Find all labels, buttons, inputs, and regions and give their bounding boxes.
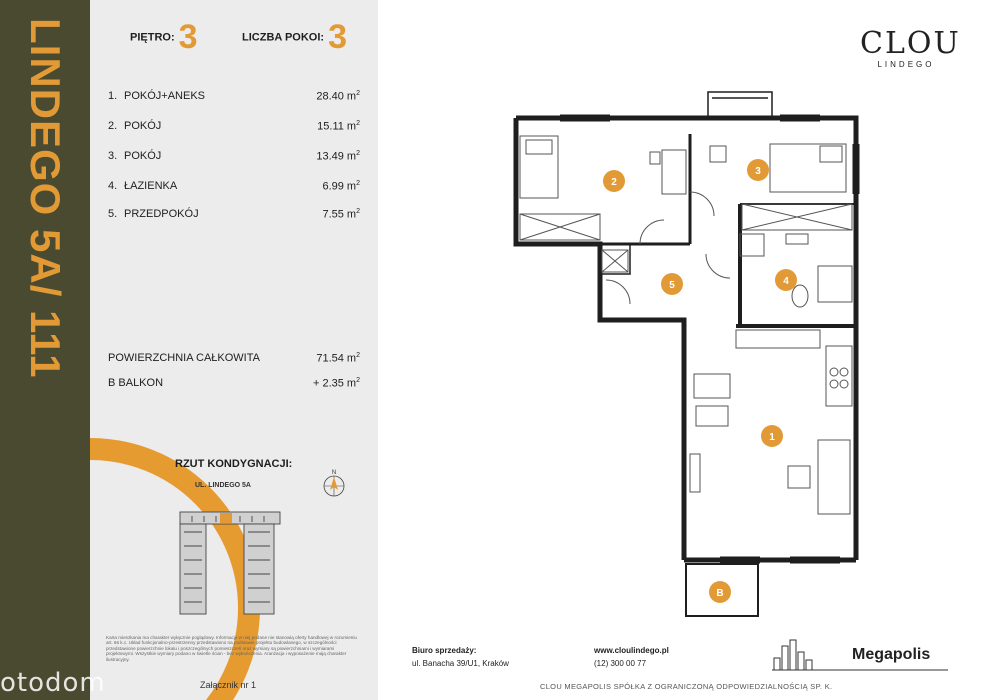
room-row [108, 150, 360, 163]
room-name: PRZEDPOKÓJ [124, 208, 199, 220]
brand-name: Megapolis [852, 646, 931, 663]
building-keyplan [172, 502, 292, 622]
rooms-count-label: LICZBA POKOI: [242, 31, 325, 44]
annex-label: Załącznik nr 1 [200, 680, 257, 690]
room-row [108, 208, 360, 221]
room-label-balcony: B [716, 588, 724, 599]
brand-logo [860, 26, 961, 69]
website-link[interactable]: www.cloulindego.pl [594, 646, 669, 655]
keyplan-street: UL. LINDEGO 5A [194, 482, 251, 489]
room-label-4: 4 [783, 276, 789, 287]
floor-info [130, 18, 198, 57]
room-number: 5. [108, 208, 118, 220]
contact-info [594, 644, 669, 670]
apartment-title: LINDEGO 5A/ 111 [22, 18, 69, 379]
room-number: 4. [108, 180, 118, 192]
office-title: Biuro sprzedaży: [412, 646, 477, 655]
balcony-label: B BALKON [108, 377, 164, 389]
compass-north-label: N [331, 470, 337, 476]
disclaimer-text: Karta mieszkania ma charakter wyłącznie poglądowy. Informacje w niej podane nie stanowią oferty handlowej w rozumieniu art. 66 k.c. Układ funkcjonalno-przestrzenny przedstawiono na podstawie projektu budowlanego, w szczególności przedstawione powierzchnie lokalu i poszczególnych pomieszczeń oraz wymiary są powierzchniami i wymiarami projektowymi. Wszystkie wymiary podano w świetle ścian - bez wykończenia. Aranżacja i wyposażenie mają charakter ilustracyjny. [106, 635, 357, 662]
watermark: otodom [0, 668, 106, 698]
keyplan-title: RZUT KONDYGNACJI: [175, 458, 293, 470]
room-label-3: 3 [755, 166, 761, 177]
room-area: 15.11 $m^2$ [317, 120, 360, 133]
rooms-count-value: 3 [328, 18, 348, 56]
balcony-row [108, 377, 360, 390]
room-row [108, 120, 360, 133]
apartment-location-marker [220, 513, 232, 523]
room-number: 2. [108, 120, 118, 132]
total-area-value: 71.54 $m^2$ [316, 352, 360, 365]
company-name: CLOU MEGAPOLIS SPÓŁKA Z OGRANICZONĄ ODPOWIEDZIALNOŚCIĄ SP. K. [540, 682, 833, 691]
sidebar-band [0, 0, 90, 700]
room-area: 28.40 $m^2$ [316, 90, 360, 103]
balcony-value: + 2.35 $m^2$ [312, 377, 360, 390]
compass-icon [319, 468, 349, 498]
room-name: POKÓJ [124, 120, 162, 132]
room-area: 13.49 $m^2$ [316, 150, 360, 163]
room-area: 6.99 $m^2$ [322, 180, 360, 193]
room-number: 3. [108, 150, 118, 162]
room-name: POKÓJ+ANEKS [124, 90, 206, 102]
rooms-count-info [242, 18, 347, 57]
room-row [108, 90, 360, 103]
office-address: ul. Banacha 39/U1, Kraków [412, 659, 509, 668]
total-area-label: POWIERZCHNIA CAŁKOWITA [108, 352, 260, 364]
room-label-1: 1 [769, 432, 775, 443]
total-area-row [108, 352, 360, 365]
room-area: 7.55 $m^2$ [322, 208, 360, 221]
room-name: ŁAZIENKA [124, 180, 178, 192]
floor-plan [500, 84, 870, 624]
logo-sub-text: LINDEGO [877, 60, 935, 69]
room-label-2: 2 [611, 177, 617, 188]
floor-value: 3 [178, 18, 198, 56]
room-row [108, 180, 360, 193]
room-name: POKÓJ [124, 150, 162, 162]
phone-number: (12) 300 00 77 [594, 659, 647, 668]
room-label-5: 5 [669, 280, 675, 291]
floor-label: PIĘTRO: [130, 31, 175, 44]
sales-office [412, 644, 509, 670]
room-number: 1. [108, 90, 118, 102]
logo-main-text: CLOU [860, 26, 961, 61]
